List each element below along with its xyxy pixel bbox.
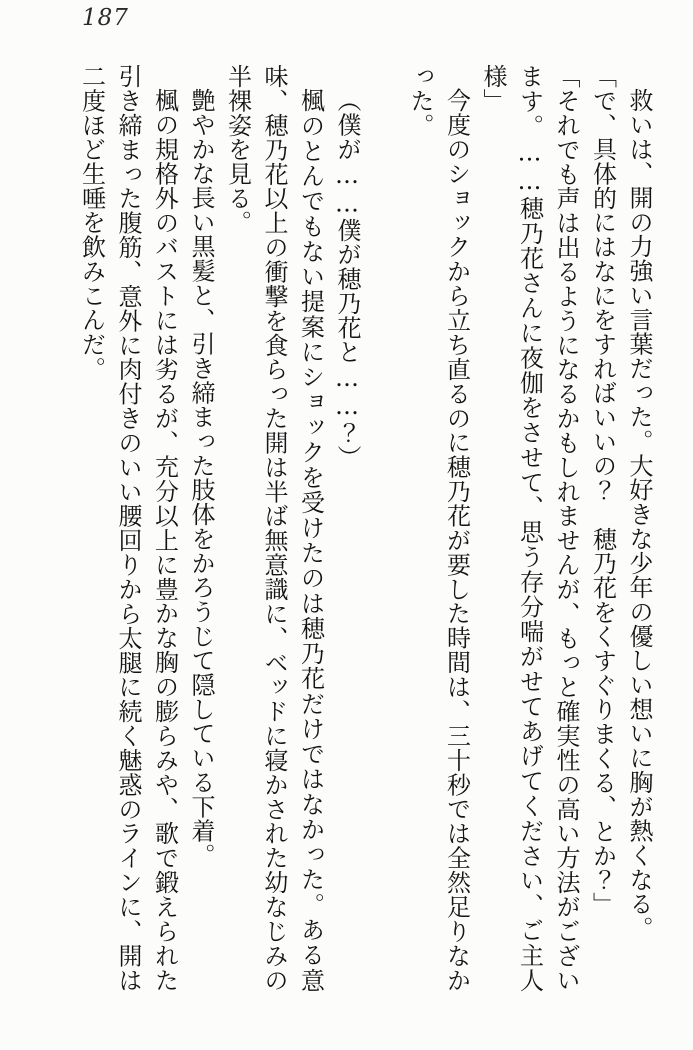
vertical-text-block: [73, 64, 657, 992]
paragraph-narration-4: 艶やかな長い黒髪と、引き締まった肢体をかろうじて隠している下着。: [187, 88, 215, 868]
paragraph-dialogue-2: 「それでも声は出るようになるかもしれませんが、もっと確実性の高い方法がございます。……穂乃花さんに夜伽をさせて、思う存分喘がせてあげてください、ご主人様」: [479, 64, 580, 992]
paragraph-narration-1: 救いは、開の力強い言葉だった。大好きな少年の優しい想いに胸が熱くなる。: [625, 88, 653, 941]
paragraph-narration-3: 楓のとんでもない提案にショックを受けたのは穂乃花だけではなかった。ある意味、穂乃花以上の衝撃を食らった開は半ば無意識に、ベッドに寝かされた幼なじみの半裸姿を見る。: [223, 64, 325, 992]
paragraph-thought: （僕が……僕が穂乃花と……？）: [333, 88, 361, 470]
paragraph-narration-5: 楓の規格外のバストには劣るが、充分以上に豊かな胸の膨らみや、歌で鍛えられた引き締まった腹筋、意外に肉付きのいい腰回りから太腿に続く魅惑のラインに、開は二度ほど生唾を飲みこんだ。: [77, 64, 179, 992]
paragraph-narration-2: 今度のショックから立ち直るのに穂乃花が要した時間は、三十秒では全然足りなかった。: [406, 64, 471, 992]
scene-break-blank-line: [365, 64, 402, 74]
page-number: 187: [82, 5, 129, 31]
paragraph-dialogue-1: 「で、具体的にはなにをすればいいの？ 穂乃花をくすぐりまくる、とか？」: [588, 64, 617, 917]
